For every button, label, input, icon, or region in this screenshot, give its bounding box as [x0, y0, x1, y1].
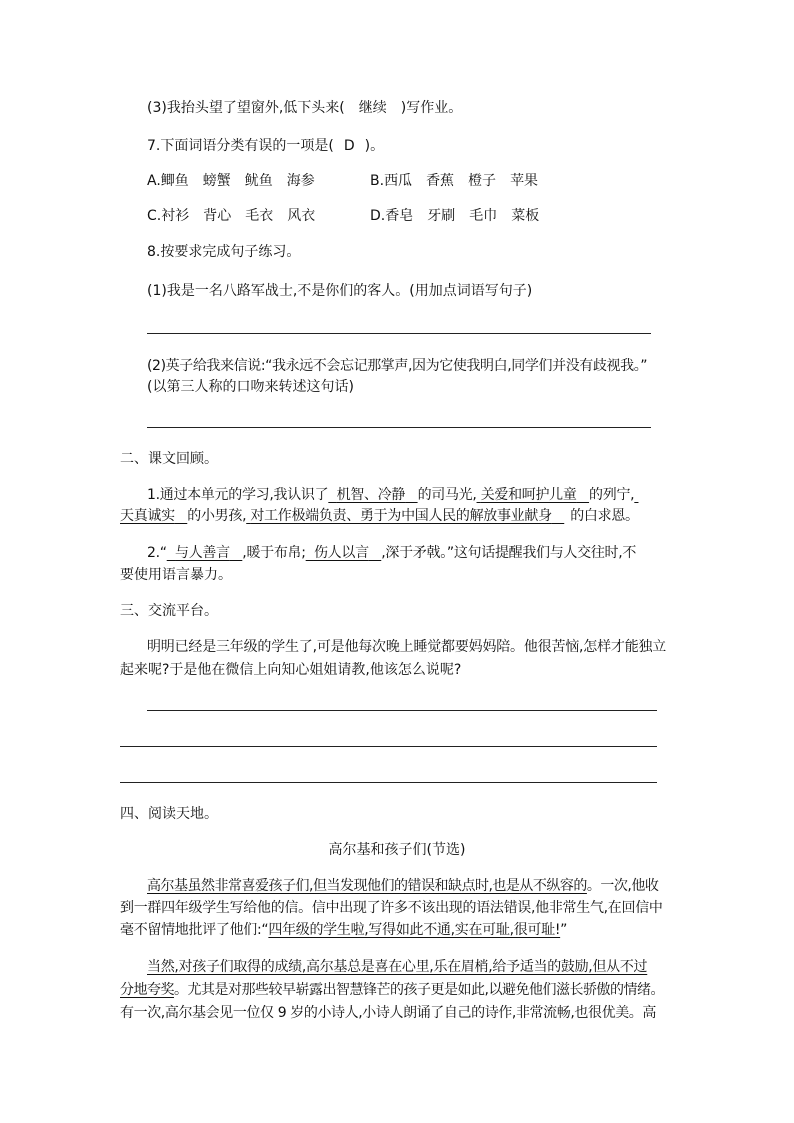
section4-heading: 四、阅读天地。 [120, 806, 218, 822]
section3-heading: 三、交流平台。 [120, 603, 218, 619]
q7-stem-before: 7.下面词语分类有误的一项是( [147, 138, 334, 154]
s2-q2-line2: 要使用语言暴力。 [120, 567, 232, 583]
q6-3-before: (3)我抬头望了望窗外,低下头来( [147, 100, 345, 116]
q6-3-answer: 继续 [358, 100, 387, 116]
reading-text: 。一次,他收 [586, 878, 659, 894]
q6-3-line [147, 98, 462, 118]
s2-q1-text: 的白求恩。 [570, 508, 639, 524]
q8-sub2-line2: (以第三人称的口吻来转述这句话) [147, 379, 354, 395]
reading-text: ” [560, 922, 568, 938]
reading-p1-line3 [120, 920, 567, 940]
q7-option-a [147, 171, 315, 191]
s2-q2-text: ,深于矛戟。”这句话提醒我们与人交往时,不 [381, 545, 637, 561]
reading-p1-line2: 到一群四年级学生写给他的信。信中出现了许多不该出现的语法错误,他非常生气,在回信中 [120, 900, 663, 916]
q7-stem [147, 136, 384, 156]
s2-q2-text: ,暖于布帛; [242, 545, 306, 561]
s2-q1-blank2: 关爱和呵护儿童 [480, 487, 577, 503]
option-word: 螃蟹 [202, 173, 231, 189]
s2-q2-blank1: 与人善言 [175, 545, 230, 561]
option-word: 鱿鱼 [244, 173, 273, 189]
s3-para-line2: 起来呢?于是他在微信上向知心姐姐请教,他该怎么说呢? [120, 662, 462, 678]
option-label: A. [147, 173, 161, 189]
s2-q2-blank2: 伤人以言 [313, 545, 369, 561]
s2-q1-text: 1.通过本单元的学习,我认识了 [147, 487, 329, 503]
underlined-sentence: 四年级的学生啦,写得如此不通,实在可耻,很可耻! [268, 922, 561, 938]
option-word: 橙子 [468, 173, 497, 189]
option-word: 背心 [203, 208, 232, 224]
q8-title: 8.按要求完成句子练习。 [147, 244, 301, 260]
q7-option-c [147, 206, 315, 226]
answer-line [147, 427, 651, 428]
q8-sub1: (1)我是一名八路军战士,不是你们的客人。(用加点词语写句子) [147, 283, 533, 299]
option-label: D. [370, 208, 386, 224]
s2-q1-blank3: 天真诚实 [120, 508, 175, 524]
reading-p1-line1 [147, 876, 658, 896]
reading-p2-line3: 有一次,高尔基会见一位仅 9 岁的小诗人,小诗人朗诵了自己的诗作,非常流畅,也很优美。高 [120, 1005, 657, 1021]
reading-p2-line1 [147, 957, 647, 977]
q7-stem-after: )。 [364, 138, 385, 154]
option-word: 菜板 [511, 208, 540, 224]
s2-q1-text: 的小男孩, [187, 508, 247, 524]
q6-3-after: )写作业。 [400, 100, 463, 116]
s2-q1-text: 的司马光, [417, 487, 477, 503]
q7-option-d [370, 206, 539, 226]
answer-line [120, 782, 657, 783]
s2-q1-line1 [147, 485, 638, 505]
q7-answer: D [343, 138, 355, 154]
option-word: 毛衣 [245, 208, 274, 224]
option-word: 香皂 [385, 208, 414, 224]
underlined-sentence: 高尔基虽然非常喜爱孩子们,但当发现他们的错误和缺点时,也是从不纵容的 [147, 878, 587, 894]
answer-line [147, 333, 651, 334]
s2-q1-text: 的列宁, [589, 487, 635, 503]
reading-text: 。尤其是对那些较早崭露出智慧锋芒的孩子更是如此,以避免他们滋长骄傲的情绪。 [174, 982, 664, 998]
option-word: 鲫鱼 [160, 173, 189, 189]
s2-q1-blank1: 机智、冷静 [336, 487, 406, 503]
option-word: 衬衫 [161, 208, 190, 224]
s3-para-line1: 明明已经是三年级的学生了,可是他每次晚上睡觉都要妈妈陪。他很苦恼,怎样才能独立 [147, 639, 667, 655]
option-word: 风衣 [287, 208, 316, 224]
reading-title: 高尔基和孩子们(节选) [328, 842, 466, 858]
option-word: 香蕉 [426, 173, 455, 189]
q8-sub2-line1: (2)英子给我来信说:“我永远不会忘记那掌声,因为它使我明白,同学们并没有歧视我。” [147, 358, 648, 374]
q7-option-b [370, 171, 538, 191]
s2-q2-line1 [147, 543, 636, 563]
reading-text: 毫不留情地批评了他们:“ [120, 922, 269, 938]
s2-q1-blank4: 对工作极端负责、勇于为中国人民的解放事业献身 [250, 508, 552, 524]
reading-p2-line2 [120, 980, 664, 1000]
s2-q1-line2 [120, 506, 639, 526]
answer-line [147, 710, 657, 711]
underlined-sentence: 分地夸奖 [120, 982, 174, 998]
option-word: 毛巾 [469, 208, 498, 224]
s2-q2-text: 2.“ [147, 545, 167, 561]
section2-heading: 二、课文回顾。 [120, 451, 218, 467]
option-label: B. [370, 173, 385, 189]
option-word: 牙刷 [427, 208, 456, 224]
underlined-sentence: 当然,对孩子们取得的成绩,高尔基总是喜在心里,乐在眉梢,给予适当的鼓励,但从不过 [147, 959, 648, 975]
answer-line [120, 746, 657, 747]
option-word: 苹果 [510, 173, 539, 189]
option-word: 西瓜 [384, 173, 413, 189]
option-word: 海参 [286, 173, 315, 189]
option-label: C. [147, 208, 162, 224]
